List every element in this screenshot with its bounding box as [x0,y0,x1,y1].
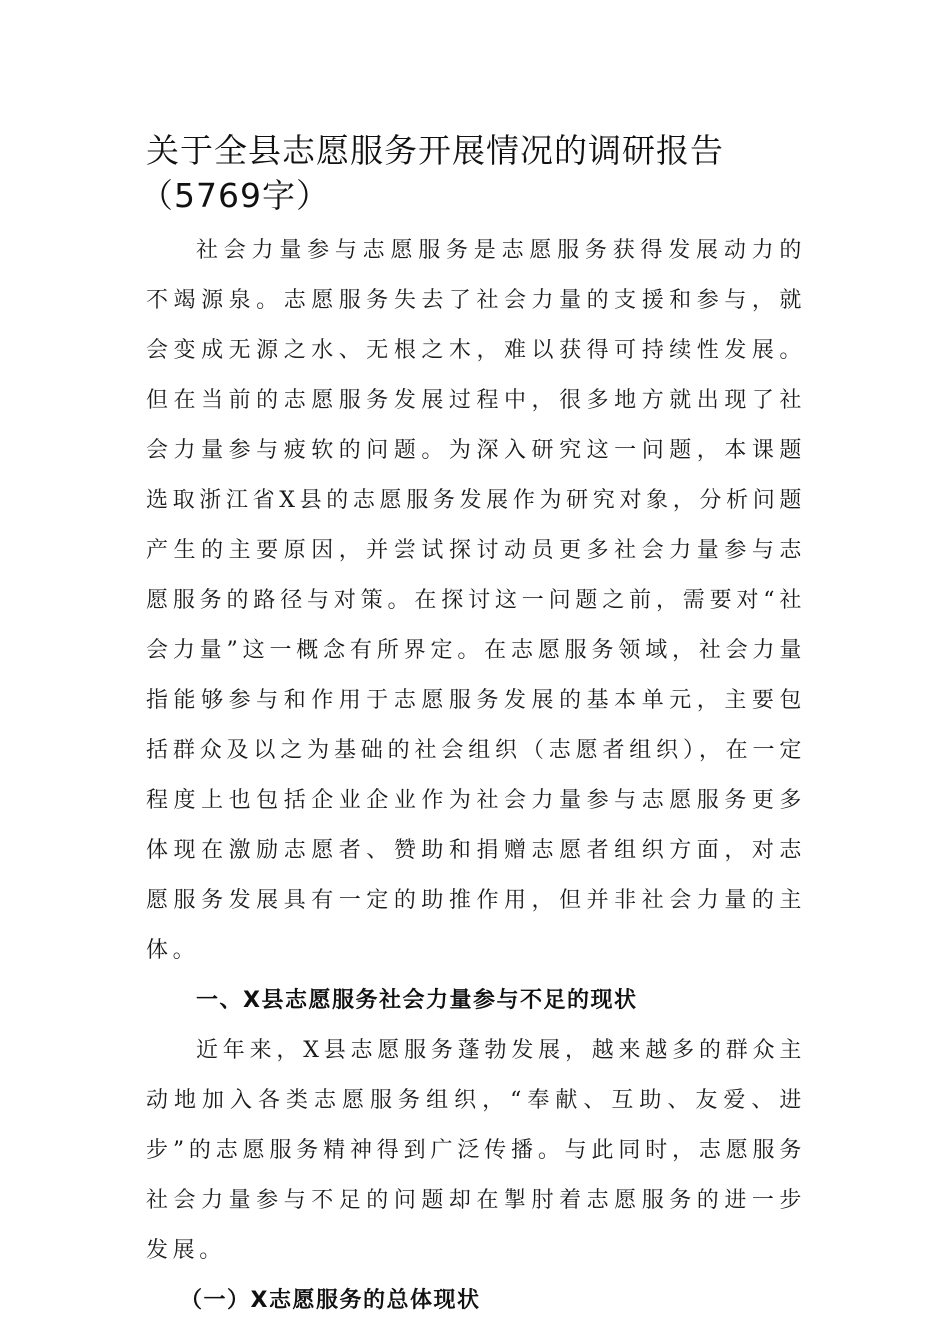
title-line-wordcount: （5769字） [140,176,330,215]
title-line-main: 关于全县志愿服务开展情况的调研报告 [146,131,724,170]
document-page [140,128,806,1326]
section-1-paragraph: 近年来，X县志愿服务蓬勃发展，越来越多的群众主动地加入各类志愿服务组织，“奉献、互助、友爱、进步”的志愿服务精神得到广泛传播。与此同时，志愿服务社会力量参与不足的问题却在掣肘着志愿服务的进一步发展。 [146,1038,806,1263]
section-heading-1: 一、X县志愿服务社会力量参与不足的现状 [196,988,638,1013]
intro-paragraph: 社会力量参与志愿服务是志愿服务获得发展动力的不竭源泉。志愿服务失去了社会力量的支援和参与，就会变成无源之水、无根之木，难以获得可持续性发展。但在当前的志愿服务发展过程中，很多地方就出现了社会力量参与疲软的问题。为深入研究这一问题，本课题选取浙江省X县的志愿服务发展作为研究对象，分析问题产生的主要原因，并尝试探讨动员更多社会力量参与志愿服务的路径与对策。在探讨这一问题之前，需要对“社会力量”这一概念有所界定。在志愿服务领域，社会力量指能够参与和作用于志愿服务发展的基本单元，主要包括群众及以之为基础的社会组织（志愿者组织），在一定程度上也包括企业企业作为社会力量参与志愿服务更多体现在激励志愿者、赞助和捐赠志愿者组织方面，对志愿服务发展具有一定的助推作用，但并非社会力量的主体。 [146,238,806,963]
document-title [140,128,806,218]
subsection-heading-1: （一）X志愿服务的总体现状 [180,1288,481,1313]
